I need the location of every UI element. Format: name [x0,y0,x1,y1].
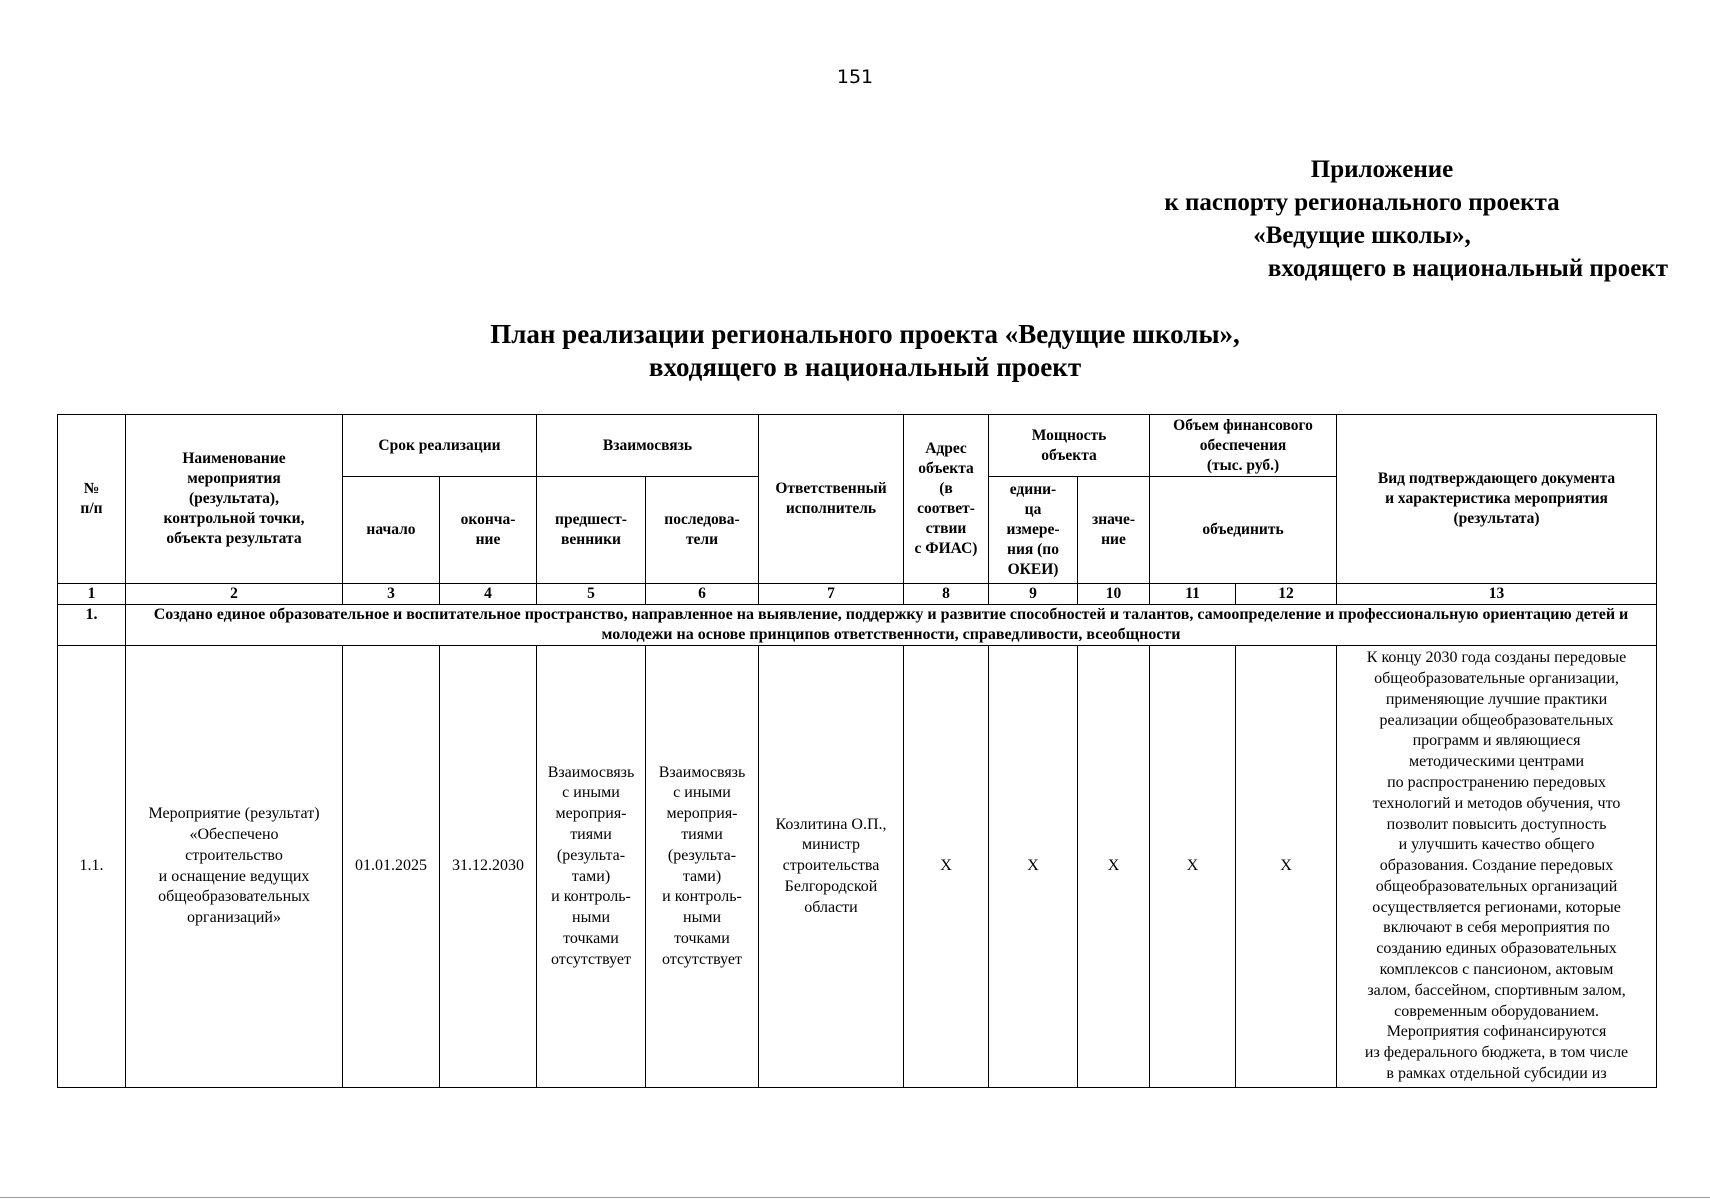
plan-table [57,414,1657,1088]
header-merge: объединить [1150,477,1337,584]
column-number: 1 [58,584,126,605]
row-address: Х [904,646,989,1088]
header-name: Наименование мероприятия (результата), контрольной точки, объекта результата [126,415,343,584]
row-number: 1.1. [58,646,126,1088]
header-finance: Объем финансового обеспечения (тыс. руб.) [1150,415,1337,477]
header-address: Адрес объекта (в соответ- ствии с ФИАС) [904,415,989,584]
header-document: Вид подтверждающего документа и характеристика мероприятия (результата) [1337,415,1657,584]
header-value: значе- ние [1078,477,1150,584]
header-num: № п/п [58,415,126,584]
scan-edge-divider [0,1197,1710,1198]
column-number: 6 [646,584,759,605]
section-number: 1. [58,605,126,646]
header-capacity: Мощность объекта [989,415,1150,477]
appendix-line-3: «Ведущие школы», [1253,222,1471,249]
header-term: Срок реализации [343,415,537,477]
plan-title-line-1: План реализации регионального проекта «Ведущие школы», [490,319,1240,349]
appendix-line-4: входящего в национальный проект [1267,255,1668,282]
row-name: Мероприятие (результат) «Обеспечено строительство и оснащение ведущих общеобразовательных организаций» [126,646,343,1088]
header-end: оконча- ние [440,477,537,584]
row-start: 01.01.2025 [343,646,440,1088]
plan-title-line-2: входящего в национальный проект [648,352,1082,382]
appendix-heading [1102,153,1668,285]
row-executor: Козлитина О.П., министр строительства Белгородской области [759,646,904,1088]
row-document: К концу 2030 года созданы передовые общеобразовательные организации, применяющие лучшие практики реализации общеобразовательных программ и являющиеся методическими центрами по распространению передовых технологий и методов обучения, что позволит повысить доступность и улучшить качество общего образования. Создание передовых общеобразовательных организаций осуществляется регионами, которые включают в себя мероприятия по созданию единых образовательных комплексов с пансионом, актовым залом, бассейном, спортивным залом, современным оборудованием. Мероприятия софинансируются из федерального бюджета, в том числе в рамках отдельной субсидии из [1337,646,1657,1088]
header-relation: Взаимосвязь [537,415,759,477]
row-unit: Х [989,646,1078,1088]
column-number: 13 [1337,584,1657,605]
row-end: 31.12.2030 [440,646,537,1088]
column-number: 8 [904,584,989,605]
column-number: 3 [343,584,440,605]
header-successors: последова- тели [646,477,759,584]
appendix-line-2: к паспорту регионального проекта [1164,189,1560,216]
row-successors: Взаимосвязь с иными мероприя- тиями (результа- тами) и контроль- ными точками отсутствует [646,646,759,1088]
page-number: 151 [836,66,874,88]
plan-title [0,318,1710,384]
row-finance-2: Х [1236,646,1337,1088]
column-number: 9 [989,584,1078,605]
row-value: Х [1078,646,1150,1088]
column-number: 10 [1078,584,1150,605]
header-predecessors: предшест- венники [537,477,646,584]
column-number: 4 [440,584,537,605]
table-row [58,646,1657,1088]
row-predecessors: Взаимосвязь с иными мероприя- тиями (результа- тами) и контроль- ными точками отсутствует [537,646,646,1088]
appendix-line-1: Приложение [1310,156,1454,183]
section-title: Создано единое образовательное и воспитательное пространство, направленное на выявление, поддержку и развитие способностей и талантов, самоопределение и профессиональную ориентацию детей и молодежи на основе принципов ответственности, справедливости, всеобщности [126,605,1657,646]
header-start: начало [343,477,440,584]
column-number: 5 [537,584,646,605]
column-number: 7 [759,584,904,605]
column-number: 11 [1150,584,1236,605]
section-row [58,605,1657,646]
header-executor: Ответственный исполнитель [759,415,904,584]
column-number: 12 [1236,584,1337,605]
column-number: 2 [126,584,343,605]
row-finance-1: Х [1150,646,1236,1088]
header-unit: едини- ца измере- ния (по ОКЕИ) [989,477,1078,584]
